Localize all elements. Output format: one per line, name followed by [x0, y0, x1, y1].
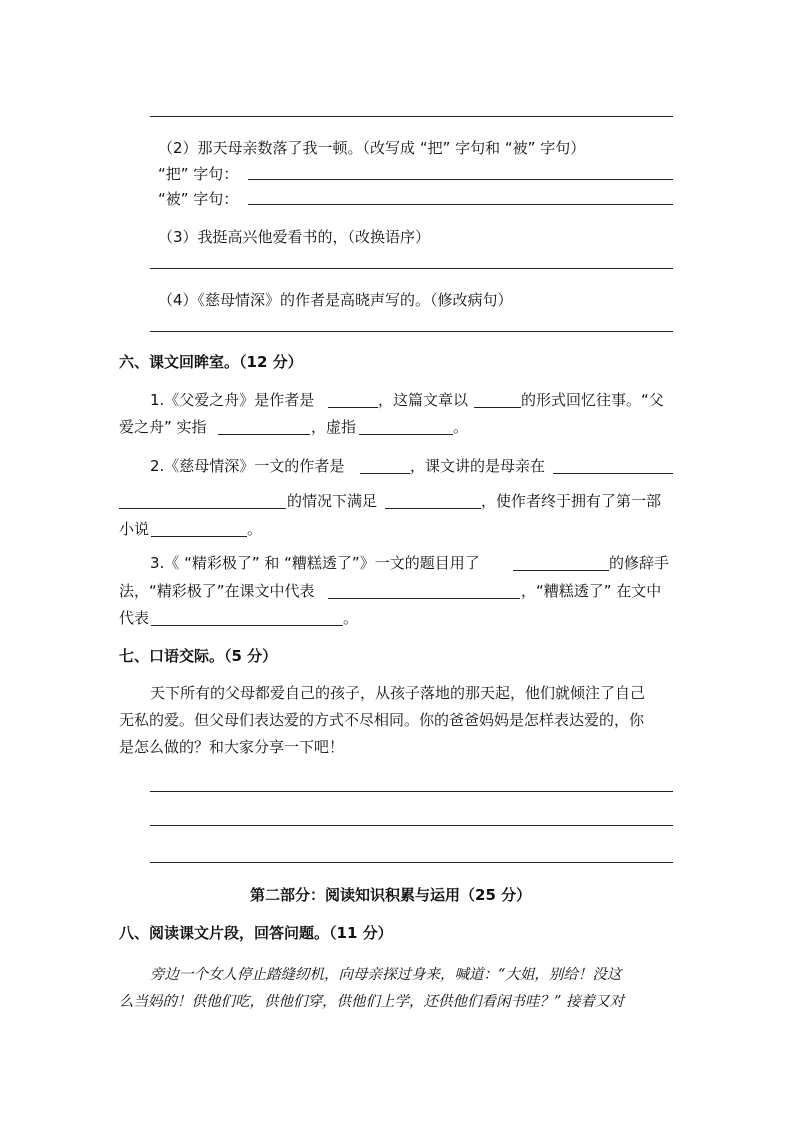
- blank-line[interactable]: [513, 570, 609, 571]
- q3-text: 。: [343, 609, 359, 627]
- bei-sentence-label: “被” 字句：: [158, 190, 239, 208]
- part-2-heading: 第二部分：阅读知识积累与运用（25 分）: [250, 886, 532, 904]
- section-6-heading: 六、课文回眸室。（12 分）: [119, 353, 303, 371]
- blank-line[interactable]: [553, 473, 673, 474]
- answer-line[interactable]: [248, 179, 673, 180]
- paragraph-line: 是怎么做的？和大家分享一下吧！: [119, 738, 345, 756]
- answer-line[interactable]: [150, 116, 673, 117]
- answer-line[interactable]: [150, 331, 673, 332]
- paragraph-line: 天下所有的父母都爱自己的孩子，从孩子落地的那天起，他们就倾注了自己: [150, 684, 646, 702]
- q3-text: 的修辞手: [609, 554, 670, 572]
- passage-line: 旁边一个女人停止踏缝纫机，向母亲探过身来，喊道：“大姐，别给！没这: [150, 967, 622, 983]
- answer-line[interactable]: [248, 204, 673, 205]
- blank-line[interactable]: [328, 598, 520, 599]
- answer-line[interactable]: [150, 268, 673, 269]
- blank-line[interactable]: [119, 508, 286, 509]
- q3-text: 代表: [119, 609, 150, 627]
- blank-line[interactable]: [360, 473, 410, 474]
- blank-line[interactable]: [474, 407, 521, 408]
- blank-line[interactable]: [218, 434, 310, 435]
- section-7-heading: 七、口语交际。（5 分）: [119, 647, 278, 665]
- q2-text: 2.《慈母情深》一文的作者是: [150, 457, 345, 475]
- blank-line[interactable]: [359, 434, 453, 435]
- q2-text: ，课文讲的是母亲在: [410, 457, 546, 475]
- q1-text: 1.《父爱之舟》是作者是: [150, 391, 315, 409]
- q1-text: ，虚指: [311, 418, 357, 436]
- paragraph-line: 无私的爱。但父母们表达爱的方式不尽相同。你的爸爸妈妈是怎样表达爱的，你: [119, 711, 645, 729]
- q3-text: 3.《 “精彩极了” 和 “糟糕透了”》一文的题目用了: [150, 554, 480, 572]
- q3-text: 法，“精彩极了”在课文中代表: [119, 582, 315, 600]
- q2-text: 的情况下满足: [287, 492, 378, 510]
- blank-line[interactable]: [328, 407, 378, 408]
- passage-line: 么当妈的！供他们吃，供他们穿，供他们上学，还供他们看闲书哇？” 接着又对: [119, 994, 625, 1010]
- q2-text: ，使作者终于拥有了第一部: [481, 492, 662, 510]
- blank-line[interactable]: [385, 508, 481, 509]
- q1-text: ，这篇文章以: [378, 391, 469, 409]
- answer-line[interactable]: [150, 791, 673, 792]
- q1-text: 的形式回忆往事。“父: [521, 391, 664, 409]
- ba-sentence-label: “把” 字句：: [158, 165, 239, 183]
- q5-item-4: （4）《慈母情深》的作者是高晓声写的。（修改病句）: [158, 291, 513, 309]
- blank-line[interactable]: [151, 625, 343, 626]
- section-8-heading: 八、阅读课文片段，回答问题。（11 分）: [119, 924, 393, 942]
- q2-text: 小说: [119, 520, 150, 538]
- q3-text: ，“糟糕透了” 在文中: [521, 582, 662, 600]
- blank-line[interactable]: [151, 536, 247, 537]
- q5-item-3: （3）我挺高兴他爱看书的，（改换语序）: [158, 228, 431, 246]
- answer-line[interactable]: [150, 862, 673, 863]
- answer-line[interactable]: [150, 825, 673, 826]
- q1-text: 爱之舟” 实指: [119, 418, 207, 436]
- q2-text: 。: [247, 520, 263, 538]
- q1-text: 。: [453, 418, 469, 436]
- q5-item-2: （2）那天母亲数落了我一顿。（改写成 “把” 字句和 “被” 字句）: [158, 139, 586, 157]
